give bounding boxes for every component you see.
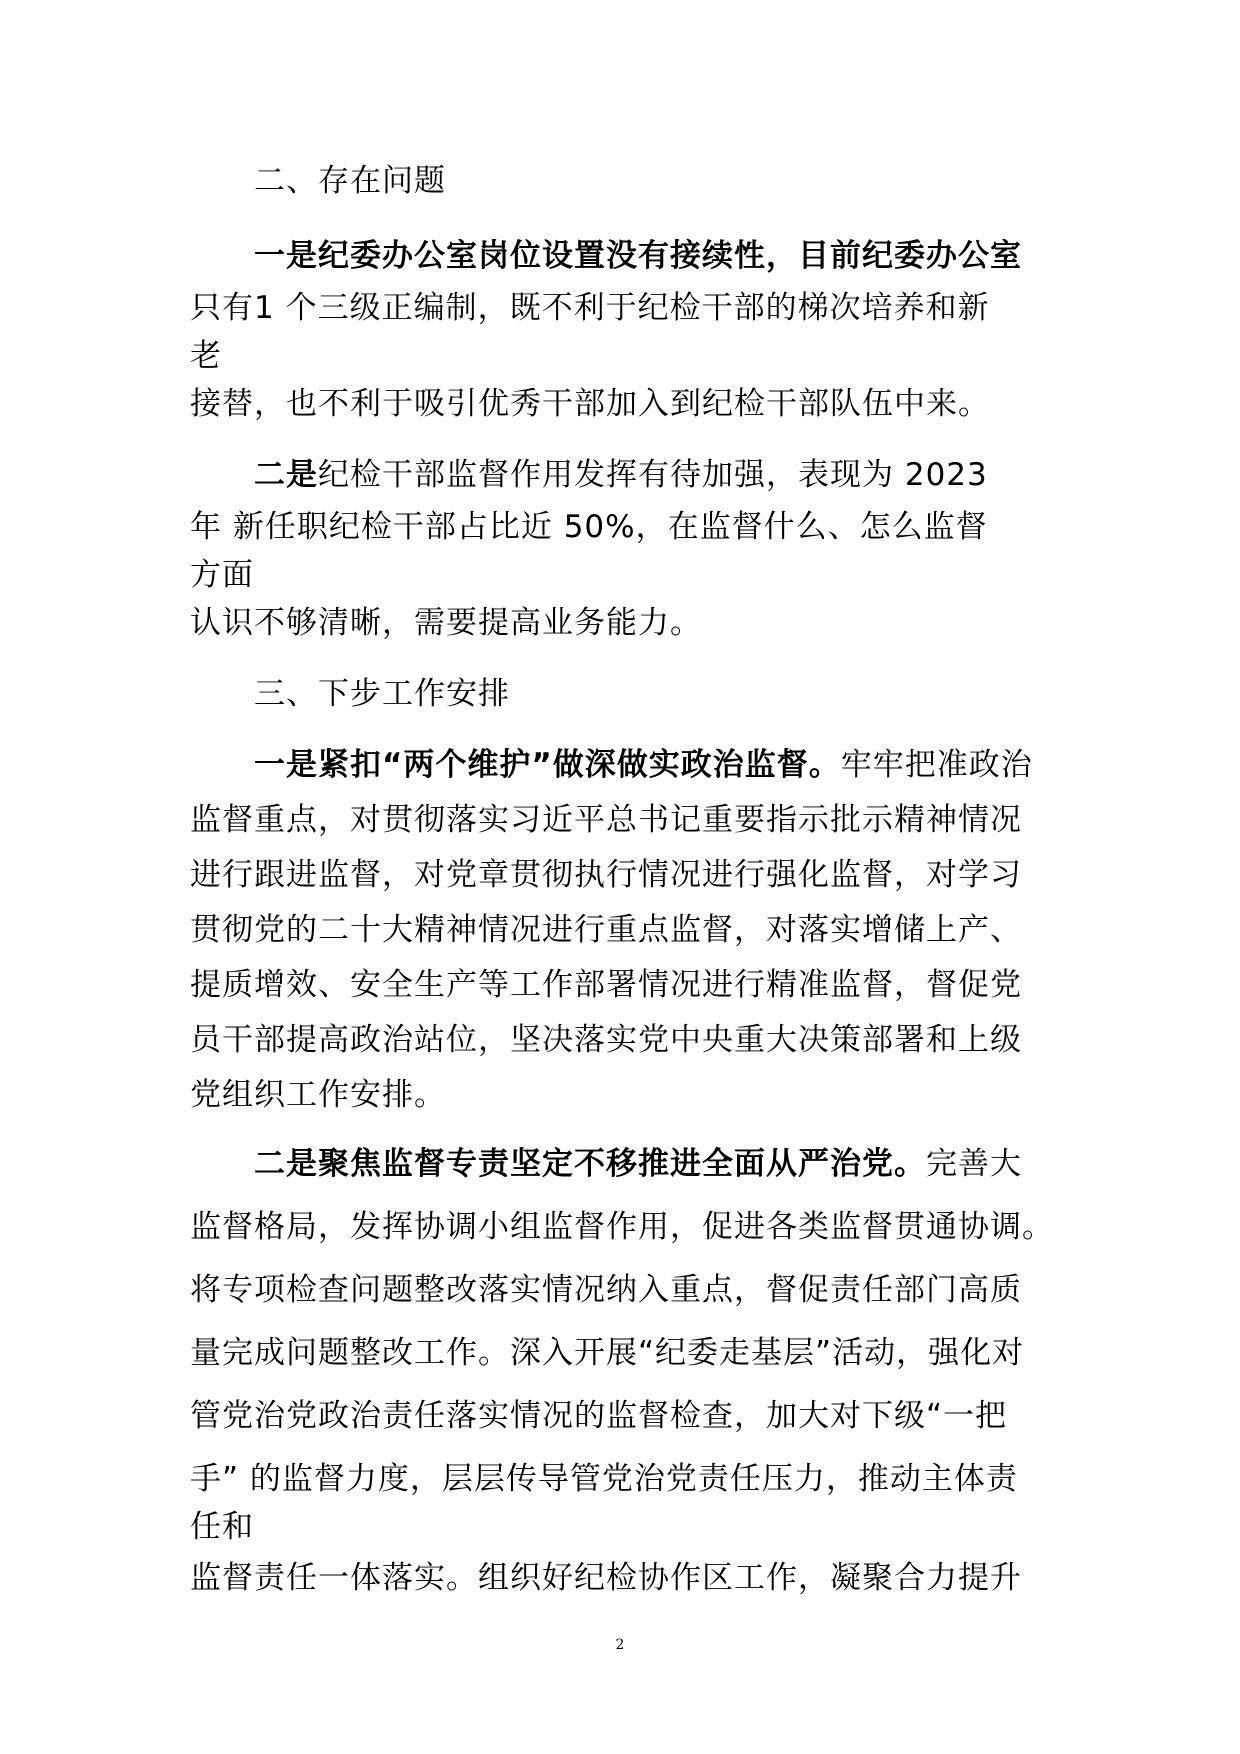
text-line bbox=[254, 1144, 1022, 1184]
text-line: 方面 bbox=[190, 557, 254, 593]
lead-phrase: 一是紧扣“两个维护”做深做实政治监督。 bbox=[254, 747, 841, 783]
section-heading-next-steps: 三、下步工作安排 bbox=[254, 676, 510, 712]
text-line: 任和 bbox=[190, 1509, 254, 1545]
text-line: 提质增效、安全生产等工作部署情况进行精准监督，督促党 bbox=[190, 967, 1022, 1003]
text-line: 认识不够清晰，需要提高业务能力。 bbox=[190, 605, 702, 641]
text-line: 管党治党政治责任落实情况的监督检查，加大对下级“一把 bbox=[190, 1398, 1008, 1434]
text-line: 员干部提高政治站位，坚决落实党中央重大决策部署和上级 bbox=[190, 1022, 1022, 1058]
text-line: 进行跟进监督，对党章贯彻执行情况进行强化监督，对学习 bbox=[190, 857, 1022, 893]
text-line bbox=[254, 745, 1033, 785]
text-line: 监督责任一体落实。组织好纪检协作区工作，凝聚合力提升 bbox=[190, 1560, 1022, 1596]
text-run: 完善大 bbox=[926, 1146, 1022, 1182]
text-line: 监督格局，发挥协调小组监督作用，促进各类监督贯通协调。 bbox=[190, 1209, 1054, 1245]
text-line: 量完成问题整改工作。深入开展“纪委走基层”活动，强化对 bbox=[190, 1335, 1025, 1371]
text-line: 将专项检查问题整改落实情况纳入重点，督促责任部门高质 bbox=[190, 1272, 1022, 1308]
text-line: 手” 的监督力度，层层传导管党治党责任压力，推动主体责 bbox=[190, 1461, 1018, 1497]
text-line: 年 新任职纪检干部占比近 50%，在监督什么、怎么监督 bbox=[190, 509, 988, 545]
text-line: 贯彻党的二十大精神情况进行重点监督，对落实增储上产、 bbox=[190, 912, 1022, 948]
text-line: 党组织工作安排。 bbox=[190, 1077, 446, 1113]
section-heading-problems: 二、存在问题 bbox=[254, 163, 446, 199]
text-run: 牢牢把准政治 bbox=[840, 747, 1033, 783]
page-number: 2 bbox=[615, 1637, 625, 1653]
text-line: 接替，也不利于吸引优秀干部加入到纪检干部队伍中来。 bbox=[190, 386, 990, 422]
lead-phrase: 二是聚焦监督专责坚定不移推进全面从严治党。 bbox=[254, 1146, 926, 1182]
text-line: 一是纪委办公室岗位设置没有接续性，目前纪委办公室 bbox=[254, 238, 1022, 274]
text-line: 老 bbox=[190, 338, 222, 374]
text-line bbox=[254, 455, 988, 495]
lead-phrase: 二是 bbox=[254, 457, 318, 493]
text-line: 监督重点，对贯彻落实习近平总书记重要指示批示精神情况 bbox=[190, 802, 1022, 838]
text-run: 纪检干部监督作用发挥有待加强，表现为 2023 bbox=[318, 457, 988, 493]
text-line: 只有1 个三级正编制，既不利于纪检干部的梯次培养和新 bbox=[190, 290, 990, 326]
